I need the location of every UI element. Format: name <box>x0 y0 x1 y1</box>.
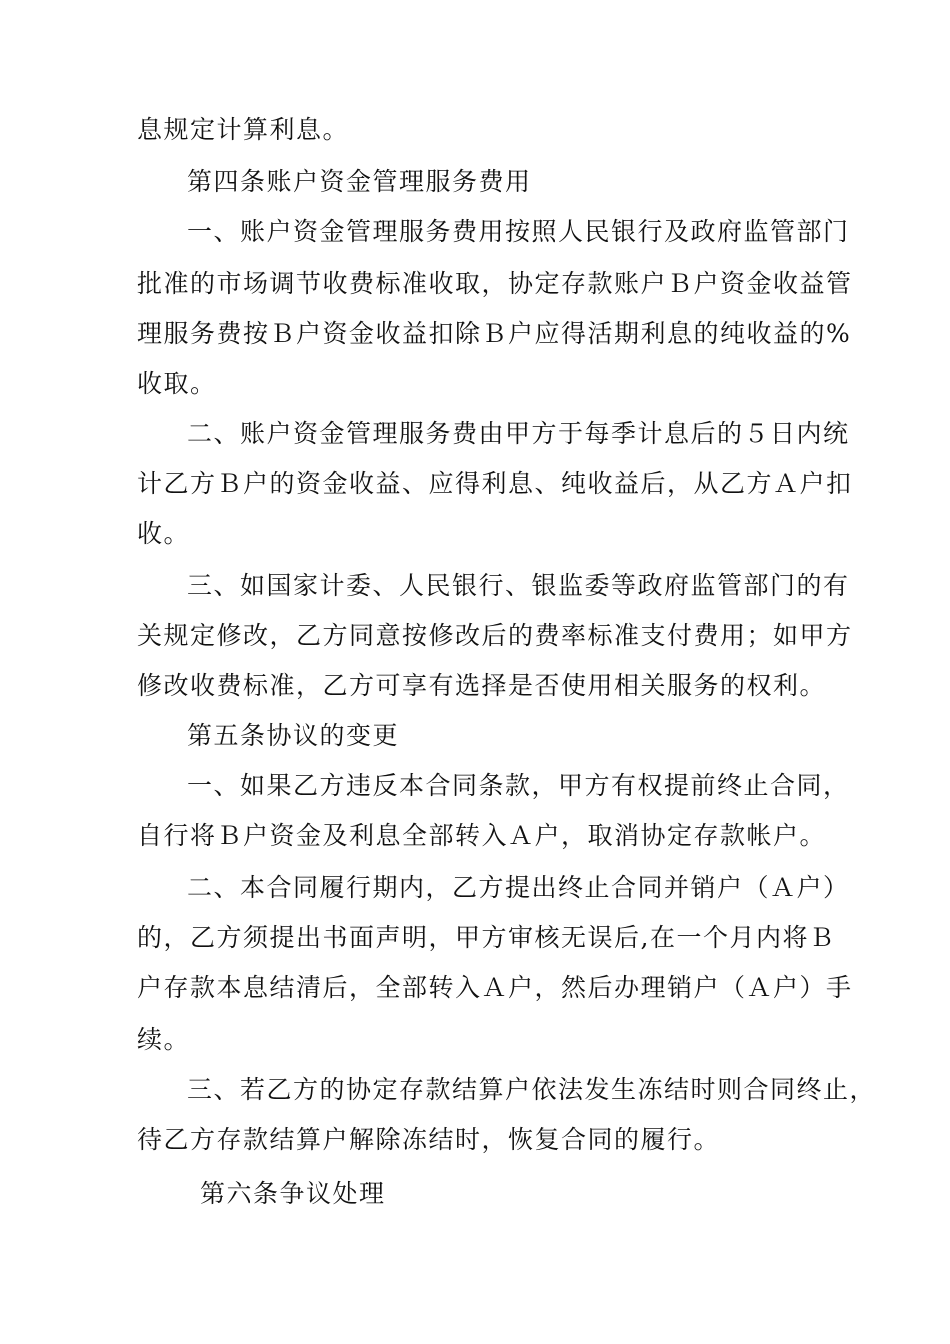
text-line-6: 收取。 <box>137 369 217 398</box>
text-line-10: 三、如国家计委、人民银行、银监委等政府监管部门的有 <box>187 571 850 600</box>
text-line-11: 关规定修改，乙方同意按修改后的费率标准支付费用；如甲方 <box>137 621 853 650</box>
text-line-15: 自行将Ｂ户资金及利息全部转入Ａ户，取消协定存款帐户。 <box>137 821 827 850</box>
text-line-7: 二、账户资金管理服务费由甲方于每季计息后的５日内统 <box>187 419 850 448</box>
text-line-21: 待乙方存款结算户解除冻结时，恢复合同的履行。 <box>137 1125 721 1154</box>
text-line-19: 续。 <box>137 1025 191 1054</box>
text-line-5: 理服务费按Ｂ户资金收益扣除Ｂ户应得活期利息的纯收益的% <box>137 319 852 348</box>
text-line-12: 修改收费标准，乙方可享有选择是否使用相关服务的权利。 <box>137 671 827 700</box>
text-line-16: 二、本合同履行期内，乙方提出终止合同并销户（Ａ户） <box>187 873 850 902</box>
text-line-9: 收。 <box>137 519 191 548</box>
text-line-20: 三、若乙方的协定存款结算户依法发生冻结时则合同终止， <box>187 1075 877 1104</box>
text-line-17: 的，乙方须提出书面声明，甲方审核无误后,在一个月内将Ｂ <box>137 923 836 952</box>
text-line-4: 批准的市场调节收费标准收取，协定存款账户Ｂ户资金收益管 <box>137 269 853 298</box>
section-heading-article-6: 第六条争议处理 <box>200 1179 386 1208</box>
text-line-14: 一、如果乙方违反本合同条款，甲方有权提前终止合同， <box>187 771 850 800</box>
text-line-3: 一、账户资金管理服务费用按照人民银行及政府监管部门 <box>187 217 850 246</box>
section-heading-article-5: 第五条协议的变更 <box>187 721 400 750</box>
text-line-8: 计乙方Ｂ户的资金收益、应得利息、纯收益后，从乙方Ａ户扣 <box>137 469 853 498</box>
section-heading-article-4: 第四条账户资金管理服务费用 <box>187 167 532 196</box>
text-line-18: 户存款本息结清后，全部转入Ａ户，然后办理销户（Ａ户）手 <box>137 973 853 1002</box>
text-line-1: 息规定计算利息。 <box>137 115 350 144</box>
